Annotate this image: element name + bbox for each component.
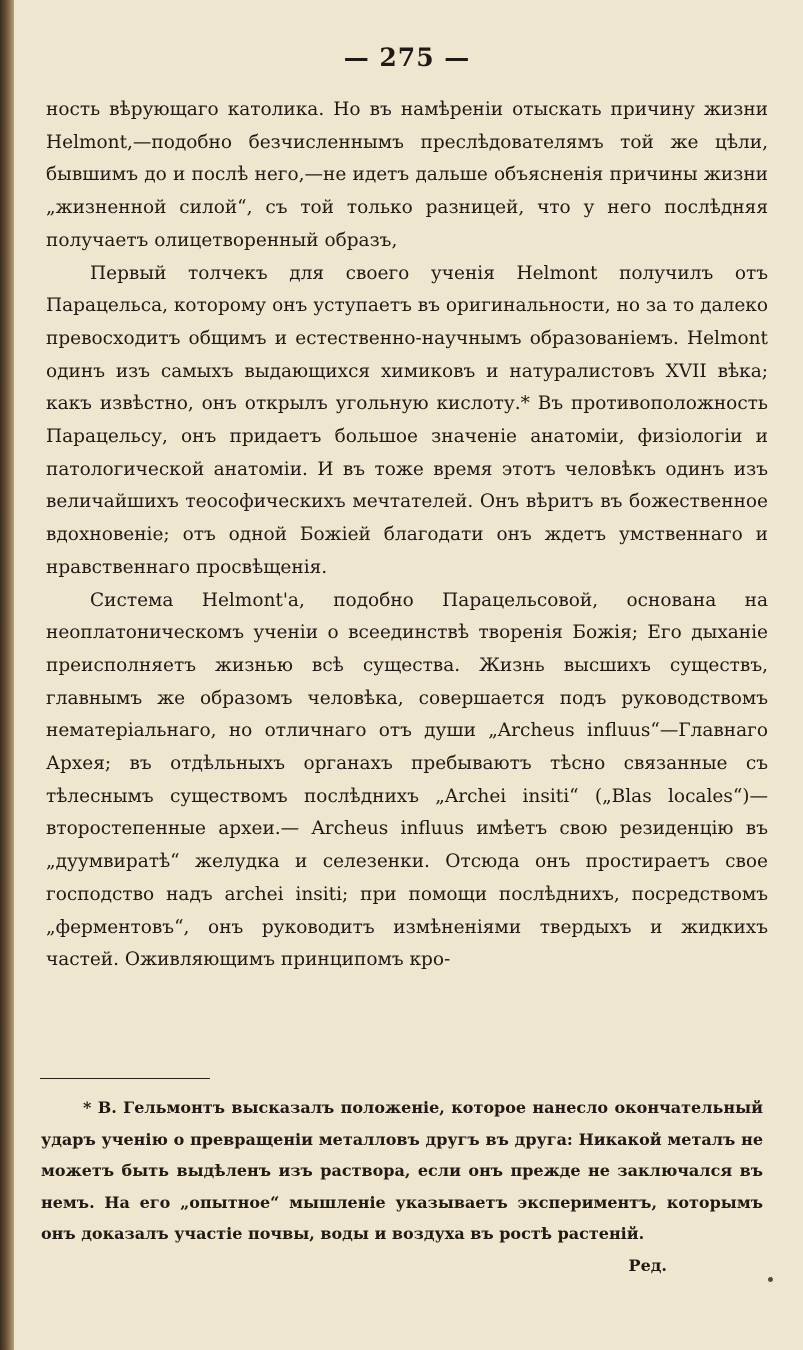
footnote-text: * В. Гельмонтъ высказалъ положеніе, которое нанесло окончательный ударъ ученію о превращеніи металловъ другъ въ друга: Никакой металъ не можетъ быть выдѣленъ изъ раствора, если онъ прежде не заключался въ немъ. На его „опытное“ мышленіе указываетъ экспериментъ, которымъ онъ доказалъ участіе почвы, воды и воздуха въ ростѣ растеній. xyxy=(41,1098,763,1243)
footnote-editor-mark: Ред. xyxy=(628,1255,667,1275)
footnote-divider xyxy=(40,1078,210,1079)
paragraph-1: ность вѣрующаго католика. Но въ намѣреніи отыскать причину жизни Helmont,—подобно безчисленнымъ преслѣдователямъ той же цѣли, бывшимъ до и послѣ него,—не идетъ дальше объясненія причины жизни „жизненной силой“, съ той только разницей, что у него послѣдняя получаетъ олицетворенный образъ, xyxy=(46,99,768,251)
footnote xyxy=(41,1092,763,1281)
body-text xyxy=(46,94,768,977)
paper-speck xyxy=(768,1277,773,1282)
paragraph-2: Первый толчекъ для своего ученія Helmont получилъ отъ Парацельса, которому онъ уступаетъ въ оригинальности, но за то далеко превосходитъ общимъ и естественно-научнымъ образованіемъ. Helmont одинъ изъ самыхъ выдающихся химиковъ и натуралистовъ XVII вѣка; какъ извѣстно, онъ открылъ угольную кислоту.* Въ противоположность Парацельсу, онъ придаетъ большое значеніе анатоміи, физіологіи и патологической анатоміи. И въ тоже время этотъ человѣкъ одинъ изъ величайшихъ теософическихъ мечтателей. Онъ вѣритъ въ божественное вдохновеніе; отъ одной Божіей благодати онъ ждетъ умственнаго и нравственнаго просвѣщенія. xyxy=(46,262,768,578)
book-page xyxy=(46,38,768,977)
book-binding-edge xyxy=(0,0,14,1350)
paragraph-3: Система Helmont'а, подобно Парацельсовой, основана на неоплатоническомъ ученіи о всеединствѣ творенія Божія; Его дыханіе преисполняетъ жизнью всѣ существа. Жизнь высшихъ существъ, главнымъ же образомъ человѣка, совершается подъ руководствомъ нематеріальнаго, но отличнаго отъ души „Archeus influus“—Главнаго Архея; въ отдѣльныхъ органахъ пребываютъ тѣсно связанные съ тѣлеснымъ существомъ послѣднихъ „Archei insiti“ („Blas locales“)—второстепенные археи.— Archeus influus имѣетъ свою резиденцію въ „дуумвиратѣ“ желудка и селезенки. Отсюда онъ простираетъ свое господство надъ archei insiti; при помощи послѣднихъ, посредствомъ „ферментовъ“, онъ руководитъ измѣненіями твердыхъ и жидкихъ частей. Оживляющимъ принципомъ кро- xyxy=(46,589,768,971)
page-number: — 275 — xyxy=(343,43,471,72)
